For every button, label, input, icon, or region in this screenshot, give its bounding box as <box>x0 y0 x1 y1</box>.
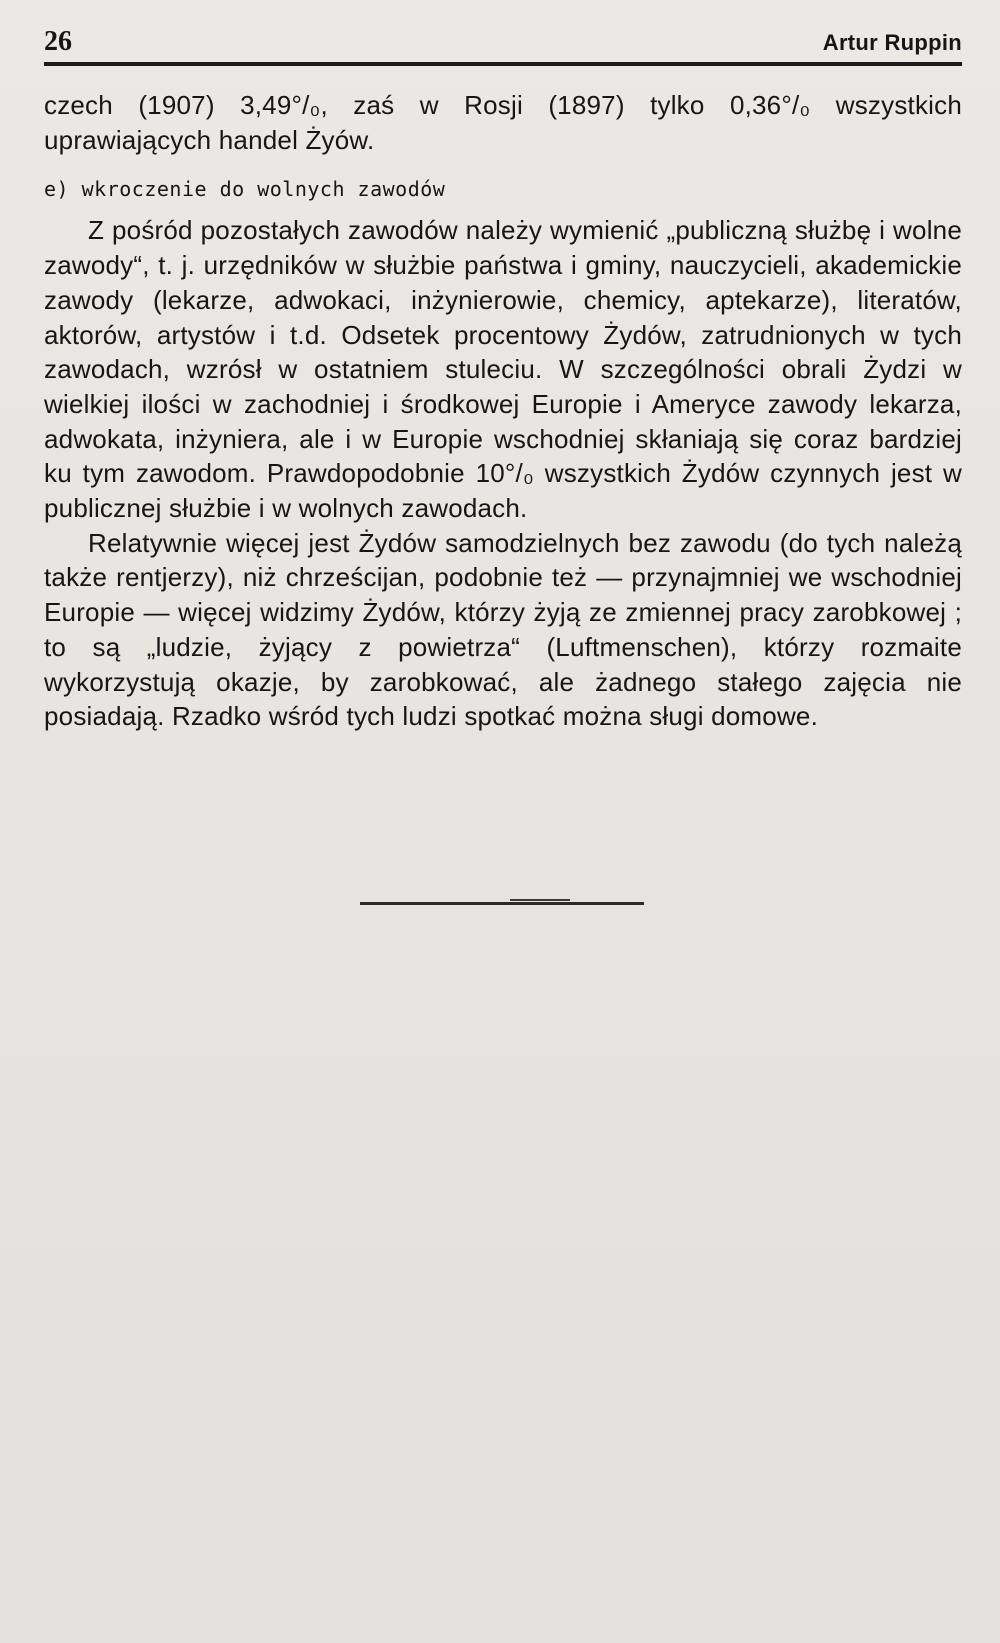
page-number: 26 <box>44 26 72 57</box>
page-header <box>44 22 962 62</box>
paragraph-2: Z pośród pozostałych zawodów należy wymienić „publiczną służbę i wolne zawody“, t. j. urzędników w służbie państwa i gminy, nauczycieli, akademickie zawody (lekarze, adwokaci, inżynierowie, chemicy, aptekarze), literatów, aktorów, artystów i t.d. Odsetek procentowy Żydów, zatrudnionych w tych zawodach, wzrósł w ostatniem stuleciu. W szczególności obrali Żydzi w wielkiej ilości w zachodniej i środkowej Europie i Ameryce zawody lekarza, adwokata, inżyniera, ale i w Europie wschodniej skłaniają się coraz bardziej ku tym zawodom. Prawdopodobnie 10°/₀ wszystkich Żydów czynnych jest w publicznej służbie i w wolnych zawodach. <box>44 215 962 524</box>
body-text <box>44 88 962 734</box>
end-rule <box>360 902 644 905</box>
section-heading: e) wkroczenie do wolnych zawodów <box>44 177 446 202</box>
paragraph-3: Relatywnie więcej jest Żydów samodzielnych bez zawodu (do tych należą także rentjerzy), niż chrześcijan, podobnie też — przynajmniej we wschodniej Europie — więcej widzimy Żydów, którzy żyją ze zmiennej pracy zarobkowej ; to są „ludzie, żyjący z powietrza“ (Luftmenschen), którzy rozmaite wykorzystują okazje, by zarobkować, ale żadnego stałego zajęcia nie posiadają. Rzadko wśród tych ludzi spotkać można sługi domowe. <box>44 527 962 732</box>
header-rule <box>44 62 962 66</box>
running-head: Artur Ruppin <box>822 30 962 55</box>
paragraph-1: czech (1907) 3,49°/₀, zaś w Rosji (1897) tylko 0,36°/₀ wszystkich uprawiających handel Żyów. <box>44 90 962 155</box>
